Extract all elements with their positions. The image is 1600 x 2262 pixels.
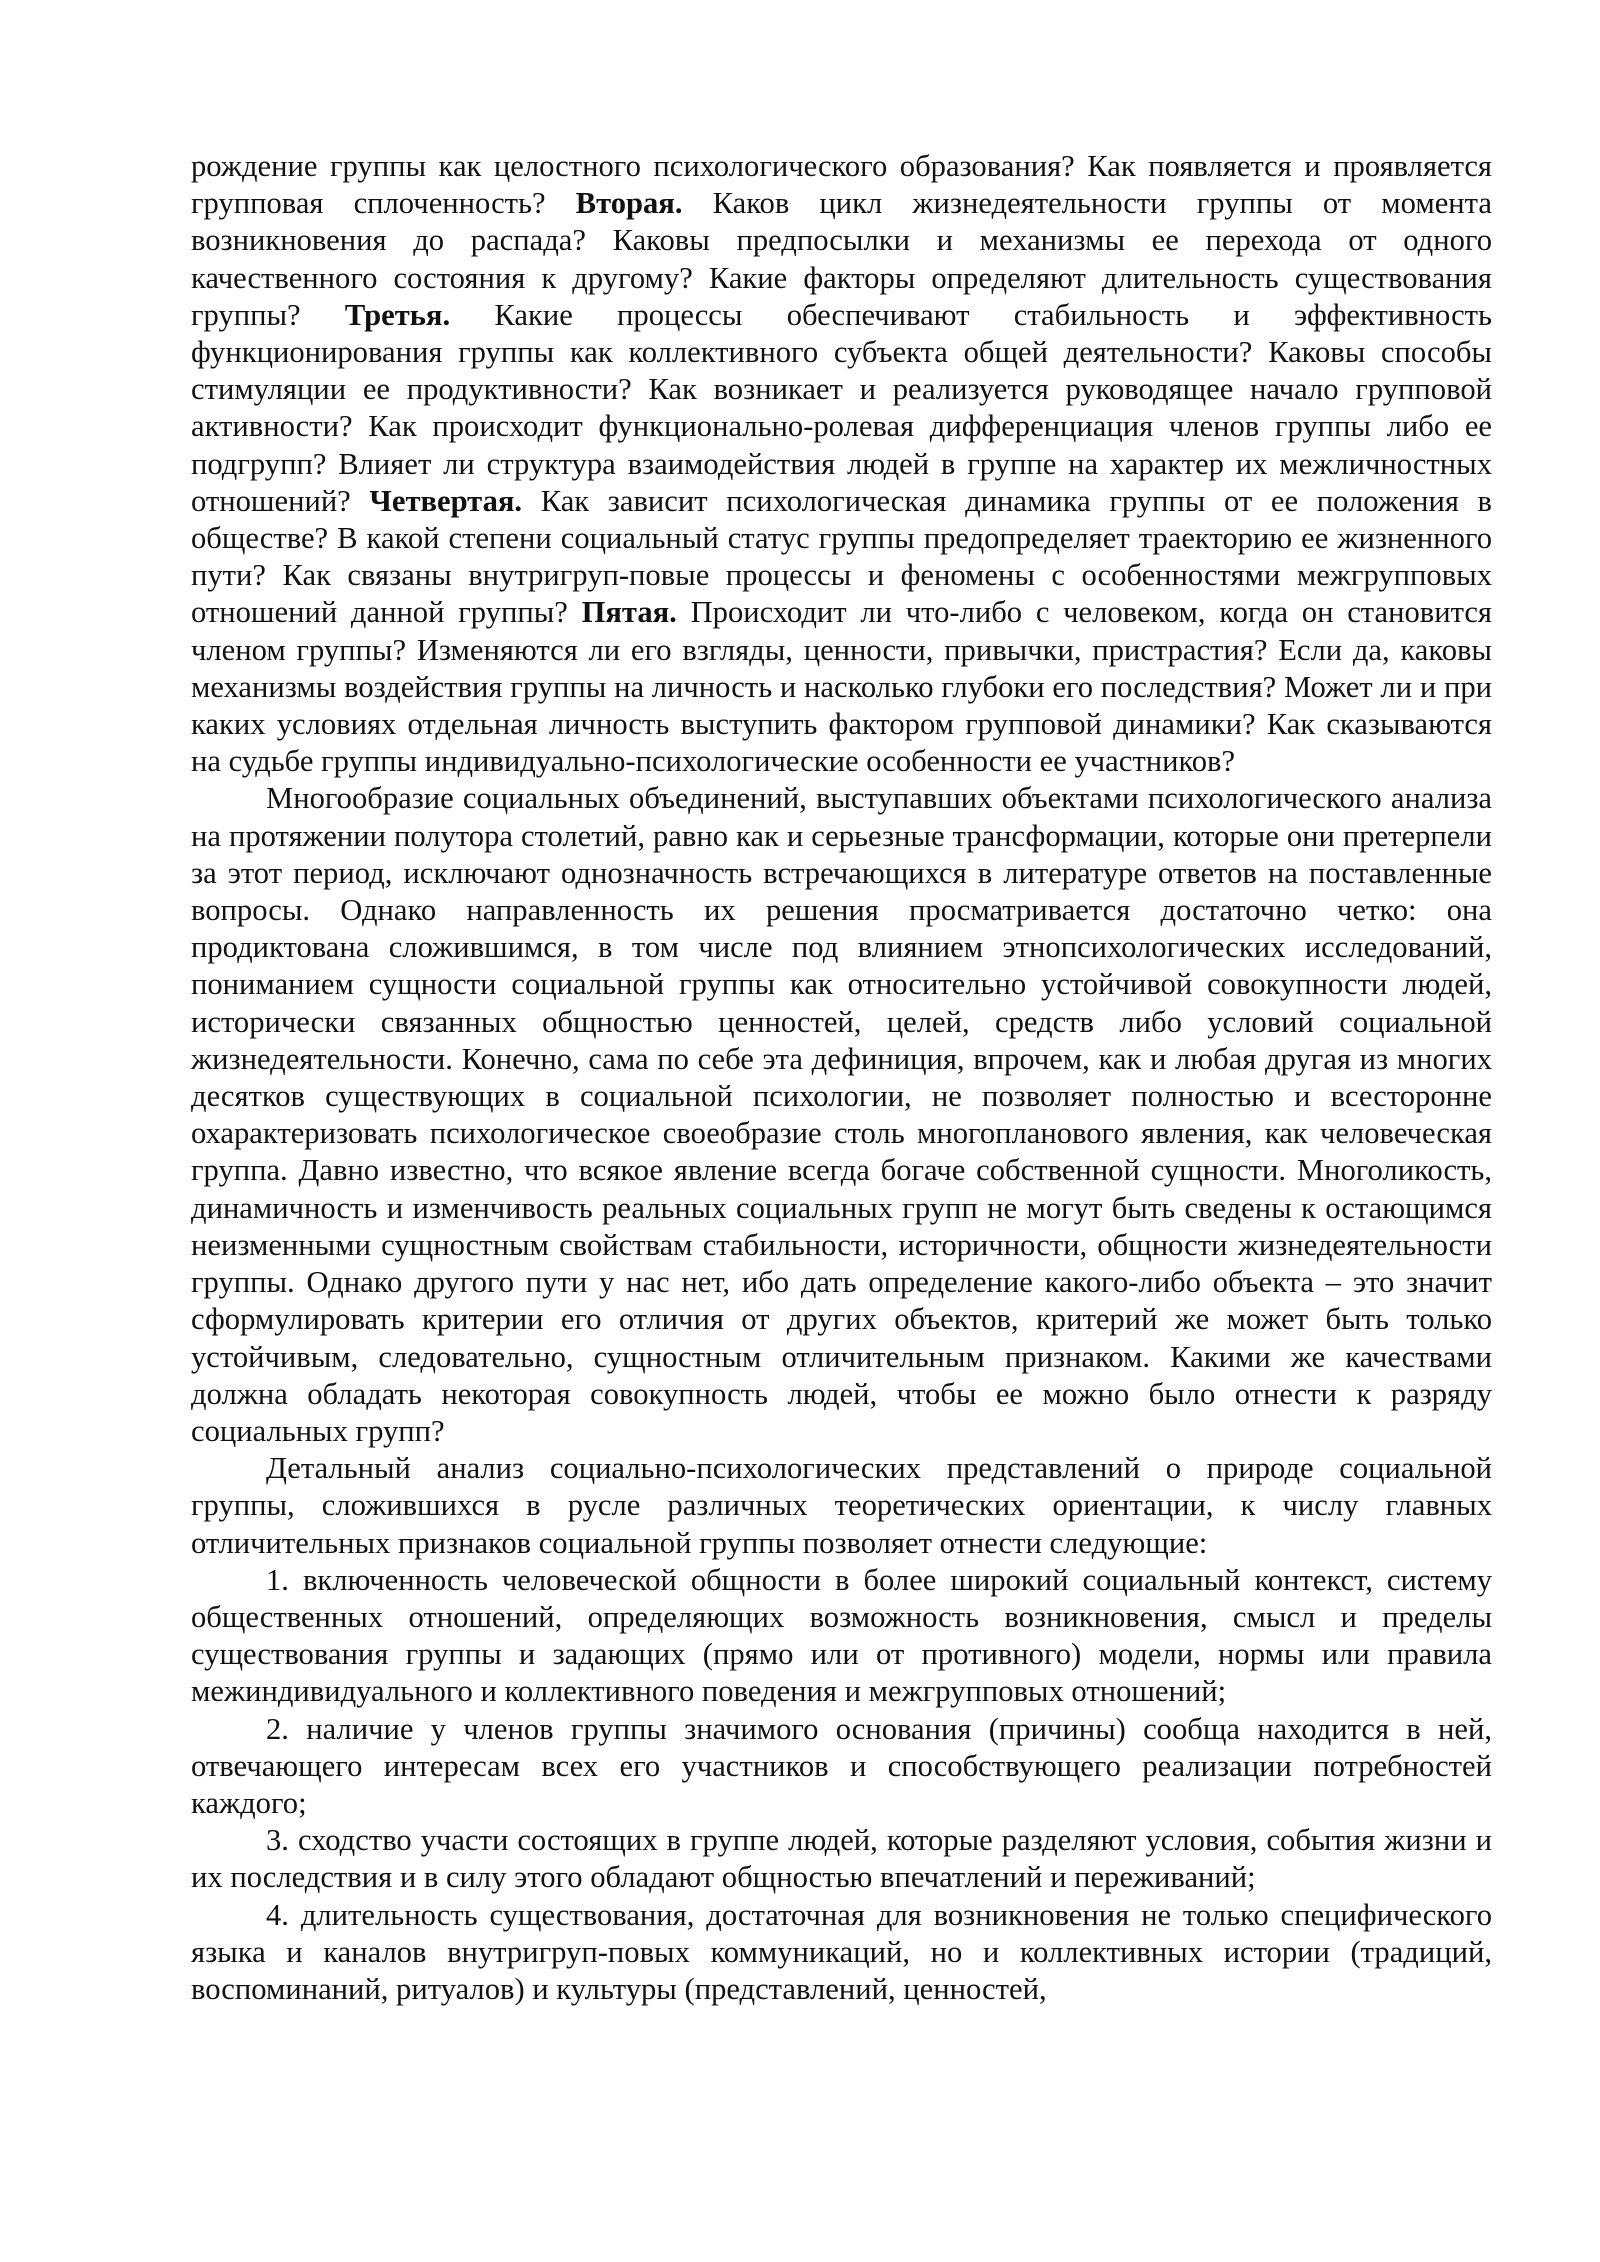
list-item-1 xyxy=(191,1562,1492,1711)
paragraph-2 xyxy=(191,780,1492,1450)
bold-heading: Третья. xyxy=(344,297,451,332)
list-item-2 xyxy=(191,1711,1492,1823)
bold-heading: Четвертая. xyxy=(369,483,523,518)
text-run: Детальный анализ социально-психологических представлений о природе социальной группы, сложившихся в русле различных теоретических ориентации, к числу главных отличительных признаков социальной группы позволяет отнести следующие: xyxy=(191,1451,1492,1560)
text-run: Каков цикл жизнедеятельности группы от момента возникновения до распада? Каковы предпосылки и механизмы ее перехода от одного качественного состояния к другому? Какие факторы определяют длительность существования группы? xyxy=(191,186,1492,332)
text-run: Как зависит психологическая динамика группы от ее положения в обществе? В какой степени социальный статус группы предопределяет траекторию ее жизненного пути? Как связаны внутригруп-повые процессы и феномены с особенностями межгрупповых отношений данной группы? xyxy=(191,483,1492,630)
text-run: рождение группы как целостного психологического образования? Как появляется и проявляется групповая сплоченность? xyxy=(191,149,1492,221)
list-item-4 xyxy=(191,1897,1492,2009)
text-run: 2. наличие у членов группы значимого основания (причины) сообща находится в ней, отвечающего интересам всех его участников и способствующего реализации потребностей каждого; xyxy=(191,1711,1492,1820)
bold-heading: Пятая. xyxy=(581,595,677,630)
bold-heading: Вторая. xyxy=(575,186,683,221)
paragraph-3 xyxy=(191,1450,1492,1562)
text-run: 3. сходство участи состоящих в группе людей, которые разделяют условия, события жизни и их последствия и в силу этого обладают общностью впечатлений и переживаний; xyxy=(191,1823,1492,1895)
list-item-3 xyxy=(191,1822,1492,1896)
text-run: 1. включенность человеческой общности в более широкий социальный контекст, систему общественных отношений, определяющих возможность возникновения, смысл и пределы существования группы и задающих (прямо или от противного) модели, нормы или правила межиндивидуального и коллективного поведения и межгрупповых отношений; xyxy=(191,1562,1492,1709)
text-run: Многообразие социальных объединений, выступавших объектами психологического анализа на протяжении полутора столетий, равно как и серьезные трансформации, которые они претерпели за этот период, исключают однозначность встречающихся в литературе ответов на поставленные вопросы. Однако направленность их решения просматривается достаточно четко: она продиктована сложившимся, в том числе под влиянием этнопсихологических исследований, пониманием сущности социальной группы как относительно устойчивой совокупности людей, исторически связанных общностью ценностей, целей, средств либо условий социальной жизнедеятельности. Конечно, сама по себе эта дефиниция, впрочем, как и любая другая из многих десятков существующих в социальной психологии, не позволяет полностью и всесторонне охарактеризовать психологическое своеобразие столь многопланового явления, как человеческая группа. Давно известно, что всякое явление всегда богаче собственной сущности. Многоликость, динамичность и изменчивость реальных социальных групп не могут быть сведены к остающимся неизменными сущностным свойствам стабильности, историчности, общности жизнедеятельности группы. Однако другого пути у нас нет, ибо дать определение какого-либо объекта – это значит сформулировать критерии его отличия от других объектов, критерий же может быть только устойчивым, следовательно, сущностным отличительным признаком. Какими же качествами должна обладать некоторая совокупность людей, чтобы ее можно было отнести к разряду социальных групп? xyxy=(191,781,1492,1448)
document-page xyxy=(191,148,1492,2008)
text-run: Происходит ли что-либо с человеком, когда он становится членом группы? Изменяются ли его взгляды, ценности, привычки, пристрастия? Если да, каковы механизмы воздействия группы на личность и насколько глубоки его последствия? Может ли и при каких условиях отдельная личность выступить фактором групповой динамики? Как сказываются на судьбе группы индивидуально-психологические особенности ее участников? xyxy=(191,595,1492,779)
text-run: 4. длительность существования, достаточная для возникновения не только специфического языка и каналов внутригруп-повых коммуникаций, но и коллективных истории (традиций, воспоминаний, ритуалов) и культуры (представлений, ценностей, xyxy=(191,1897,1492,2006)
paragraph-1 xyxy=(191,148,1492,780)
text-run: Какие процессы обеспечивают стабильность и эффективность функционирования группы как коллективного субъекта общей деятельности? Каковы способы стимуляции ее продуктивности? Как возникает и реализуется руководящее начало групповой активности? Как происходит функционально-ролевая дифференциация членов группы либо ее подгрупп? Влияет ли структура взаимодействия людей в группе на характер их межличностных отношений? xyxy=(191,297,1492,518)
